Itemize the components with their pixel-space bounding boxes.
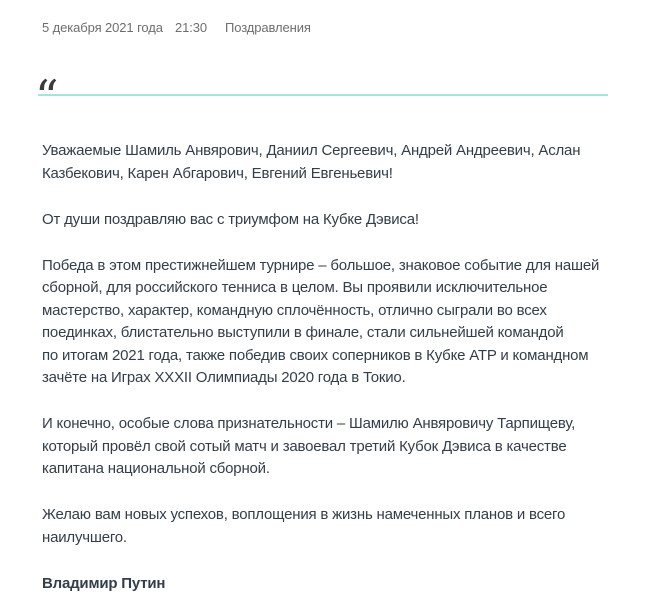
letter-line: Желаю вам новых успехов, воплощения в жизнь намеченных планов и всего	[42, 506, 566, 523]
article-date[interactable]: 5 декабря 2021 года	[42, 20, 163, 35]
letter-line: наилучшего.	[42, 528, 127, 546]
article-time: 21:30	[175, 20, 208, 35]
letter-line: Уважаемые Шамиль Анвярович, Даниил Сергеевич, Андрей Андреевич, Аслан	[42, 142, 581, 159]
letter-paragraph	[42, 255, 642, 390]
quote-icon: “	[35, 70, 59, 124]
letter-paragraph	[42, 504, 642, 549]
letter-paragraph	[42, 209, 642, 232]
letter-line: Казбекович, Карен Абгарович, Евгений Евгеньевич!	[42, 164, 393, 182]
letter-line: И конечно, особые слова признательности – Шамилю Анвяровичу Тарпищеву,	[42, 415, 576, 432]
article-category-link[interactable]: Поздравления	[225, 20, 311, 35]
letter-line: мастерство, характер, командную сплочённость, отлично сыграли во всех	[42, 301, 547, 319]
article-meta	[42, 20, 311, 35]
signature: Владимир Путин	[42, 574, 166, 592]
letter-body	[42, 140, 642, 595]
letter-line: поединках, блистательно выступили в финале, стали сильнейшей командой	[42, 324, 564, 341]
letter-paragraph	[42, 140, 642, 185]
letter-line: зачёте на Играх XXXII Олимпиады 2020 года в Токио.	[42, 369, 406, 386]
letter-line: Победа в этом престижнейшем турнире – большое, знаковое событие для нашей	[42, 256, 600, 274]
letter-line: сборной, для российского тенниса в целом. Вы проявили исключительное	[42, 279, 548, 296]
letter-line: От души поздравляю вас с триумфом на Кубке Дэвиса!	[42, 210, 419, 228]
letter-line: по итогам 2021 года, также победив своих соперников в Кубке ATP и командном	[42, 346, 589, 364]
letter-line: капитана национальной сборной.	[42, 460, 270, 477]
letter-paragraph	[42, 413, 642, 481]
letter-line: который провёл свой сотый матч и завоевал третий Кубок Дэвиса в качестве	[42, 437, 567, 455]
accent-divider-line	[38, 94, 608, 96]
